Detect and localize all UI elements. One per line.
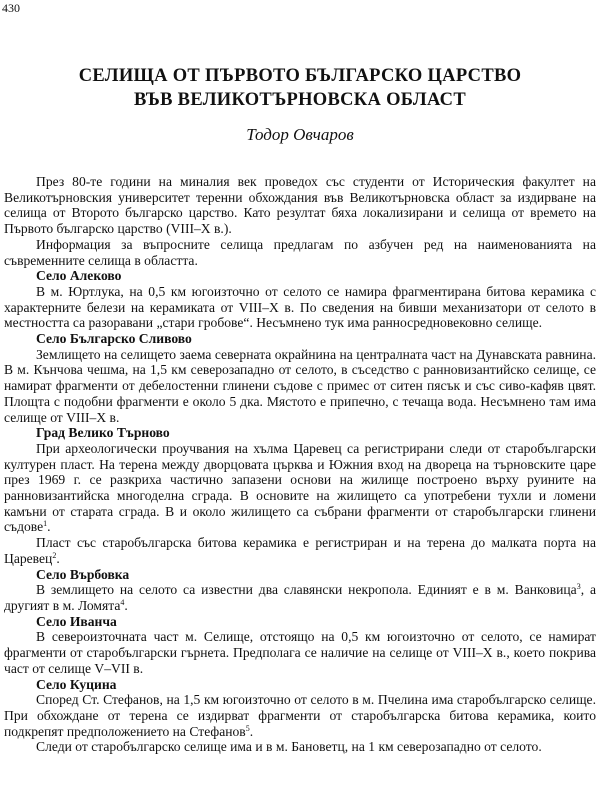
intro-paragraph: През 80-те години на миналия век проведох със студенти от Историческия факултет на Великотърновския университет теренни обхождания във Великотърновска област за издирване на селища от Второто българско царство. Като резултат бяха локализирани и селища от времето на Първото българско царство (VIII–X в.). (4, 174, 596, 237)
section-heading-alekovo: Село Алеково (36, 268, 122, 284)
paragraph-text: В землището на селото са известни два славянски некропола. Единият е в м. Ванковица (36, 582, 577, 598)
paragraph-text: Пласт със старобългарска битова керамика е регистриран и на терена до малката порта на Царевец (4, 535, 596, 566)
section-paragraph: В землището на селото са известни два славянски некропола. Единият е в м. Ванковица$^3$, а другият в м. Ломята$^4$. (4, 582, 596, 613)
section-paragraph: В м. Юртлука, на 0,5 км югоизточно от селото се намира фрагментирана битова керамика с характерните белези на керамиката от VIII–X в. По сведения на бивши механизатори от селото в местността са разоравани „стари гробове“. Несъмнено тук има ранносредновековно селище. (4, 283, 596, 331)
section-heading-balgarsko-slivovo: Село Българско Сливово (36, 331, 192, 347)
footnote-ref-1: 1 (43, 519, 48, 529)
section-paragraph: Според Ст. Стефанов, на 1,5 км югоизточно от селото в м. Пчелина има старобългарско селище. При обхождане от терена се издирват фрагменти от старобългарска битова керамика, които подкрепят предположението на Стефанов$^5$. (4, 692, 596, 739)
article-body (4, 174, 596, 755)
paragraph-text: , а другият в м. Ломята (4, 582, 596, 613)
section-heading-varbovka: Село Върбовка (36, 566, 130, 582)
section-paragraph: При археологически проучвания на хълма Царевец са регистрирани следи от старобългарски културен пласт. На терена между дворцовата църква и Южния вход на двореца на търновските царе през 1969 г. се разкриха частично запазени основи на жилище построено върху руините на ранновизантийска многоделна сграда. В основите на жилището са употребени тухли и ломени камъни от старата сграда. В и около жилището са събрани фрагменти от старобългарски глинени съдове$^1$. (4, 440, 596, 535)
paragraph-text: При археологически проучвания на хълма Царевец са регистрирани следи от старобългарски културен пласт. На терена между дворцовата църква и Южния вход на двореца на търновските царе през 1969 г. се разкриха частично запазени основи на жилище построено върху руините на ранновизантийска многоделна сграда. В основите на жилището са употребени тухли и ломени камъни от старата сграда. В и около жилището са събрани фрагменти от старобългарски глинени съдове (4, 440, 596, 535)
article-author: Тодор Овчаров (246, 125, 354, 144)
section-paragraph: В североизточната част м. Селище, отстоящо на 0,5 км югоизточно от селото, се намират фрагменти от старобългарски гърнета. Предполага се наличие на селище от VIII–X в., което покрива част от селище V–VII в. (4, 629, 596, 676)
section-heading-kutsina: Село Куцина (36, 676, 117, 692)
footnote-ref-2: 2 (52, 550, 57, 560)
footnote-ref-4: 4 (120, 597, 125, 607)
paragraph-text: Според Ст. Стефанов, на 1,5 км югоизточно от селото в м. Пчелина има старобългарско селище. При обхождане от терена се издирват фрагменти от старобългарска битова керамика, които подкрепят предположението на Стефанов (4, 692, 596, 739)
article-title-line-1: СЕЛИЩА ОТ ПЪРВОТО БЪЛГАРСКО ЦАРСТВО (78, 66, 522, 86)
section-paragraph: Пласт със старобългарска битова керамика е регистриран и на терена до малката порта на Царевец$^2$. (4, 535, 596, 566)
article-header (20, 64, 580, 146)
section-paragraph: Землището на селището заема северната окрайнина на централната част на Дунавската равнина. В м. Кънчова чешма, на 1,5 км северозападно от селото, в съседство с ранновизантийско селище, се намират фрагменти от дебелостенни глинени съдове с примес от ситен пясък и със сиво-кафяв цвят. Площта с подобни фрагменти е около 5 дка. Мястото е припечно, с течаща вода. Несъмнено там има селище от VIII–X в. (4, 346, 596, 425)
footnote-ref-5: 5 (245, 723, 250, 733)
page-number: 430 (2, 1, 20, 15)
footnote-ref-3: 3 (576, 582, 581, 592)
section-paragraph: Следи от старобългарско селище има и в м. Бановетц, на 1 км северозападно от селото. (36, 739, 542, 755)
intro-paragraph: Информация за въпросните селища предлагам по азбучен ред на наименованията на съвременните селища в областта. (4, 236, 596, 268)
section-heading-veliko-tarnovo: Град Велико Търново (36, 425, 170, 441)
article-title-line-2: ВЪВ ВЕЛИКОТЪРНОВСКА ОБЛАСТ (134, 90, 466, 110)
section-heading-ivancha: Село Иванча (36, 613, 117, 629)
